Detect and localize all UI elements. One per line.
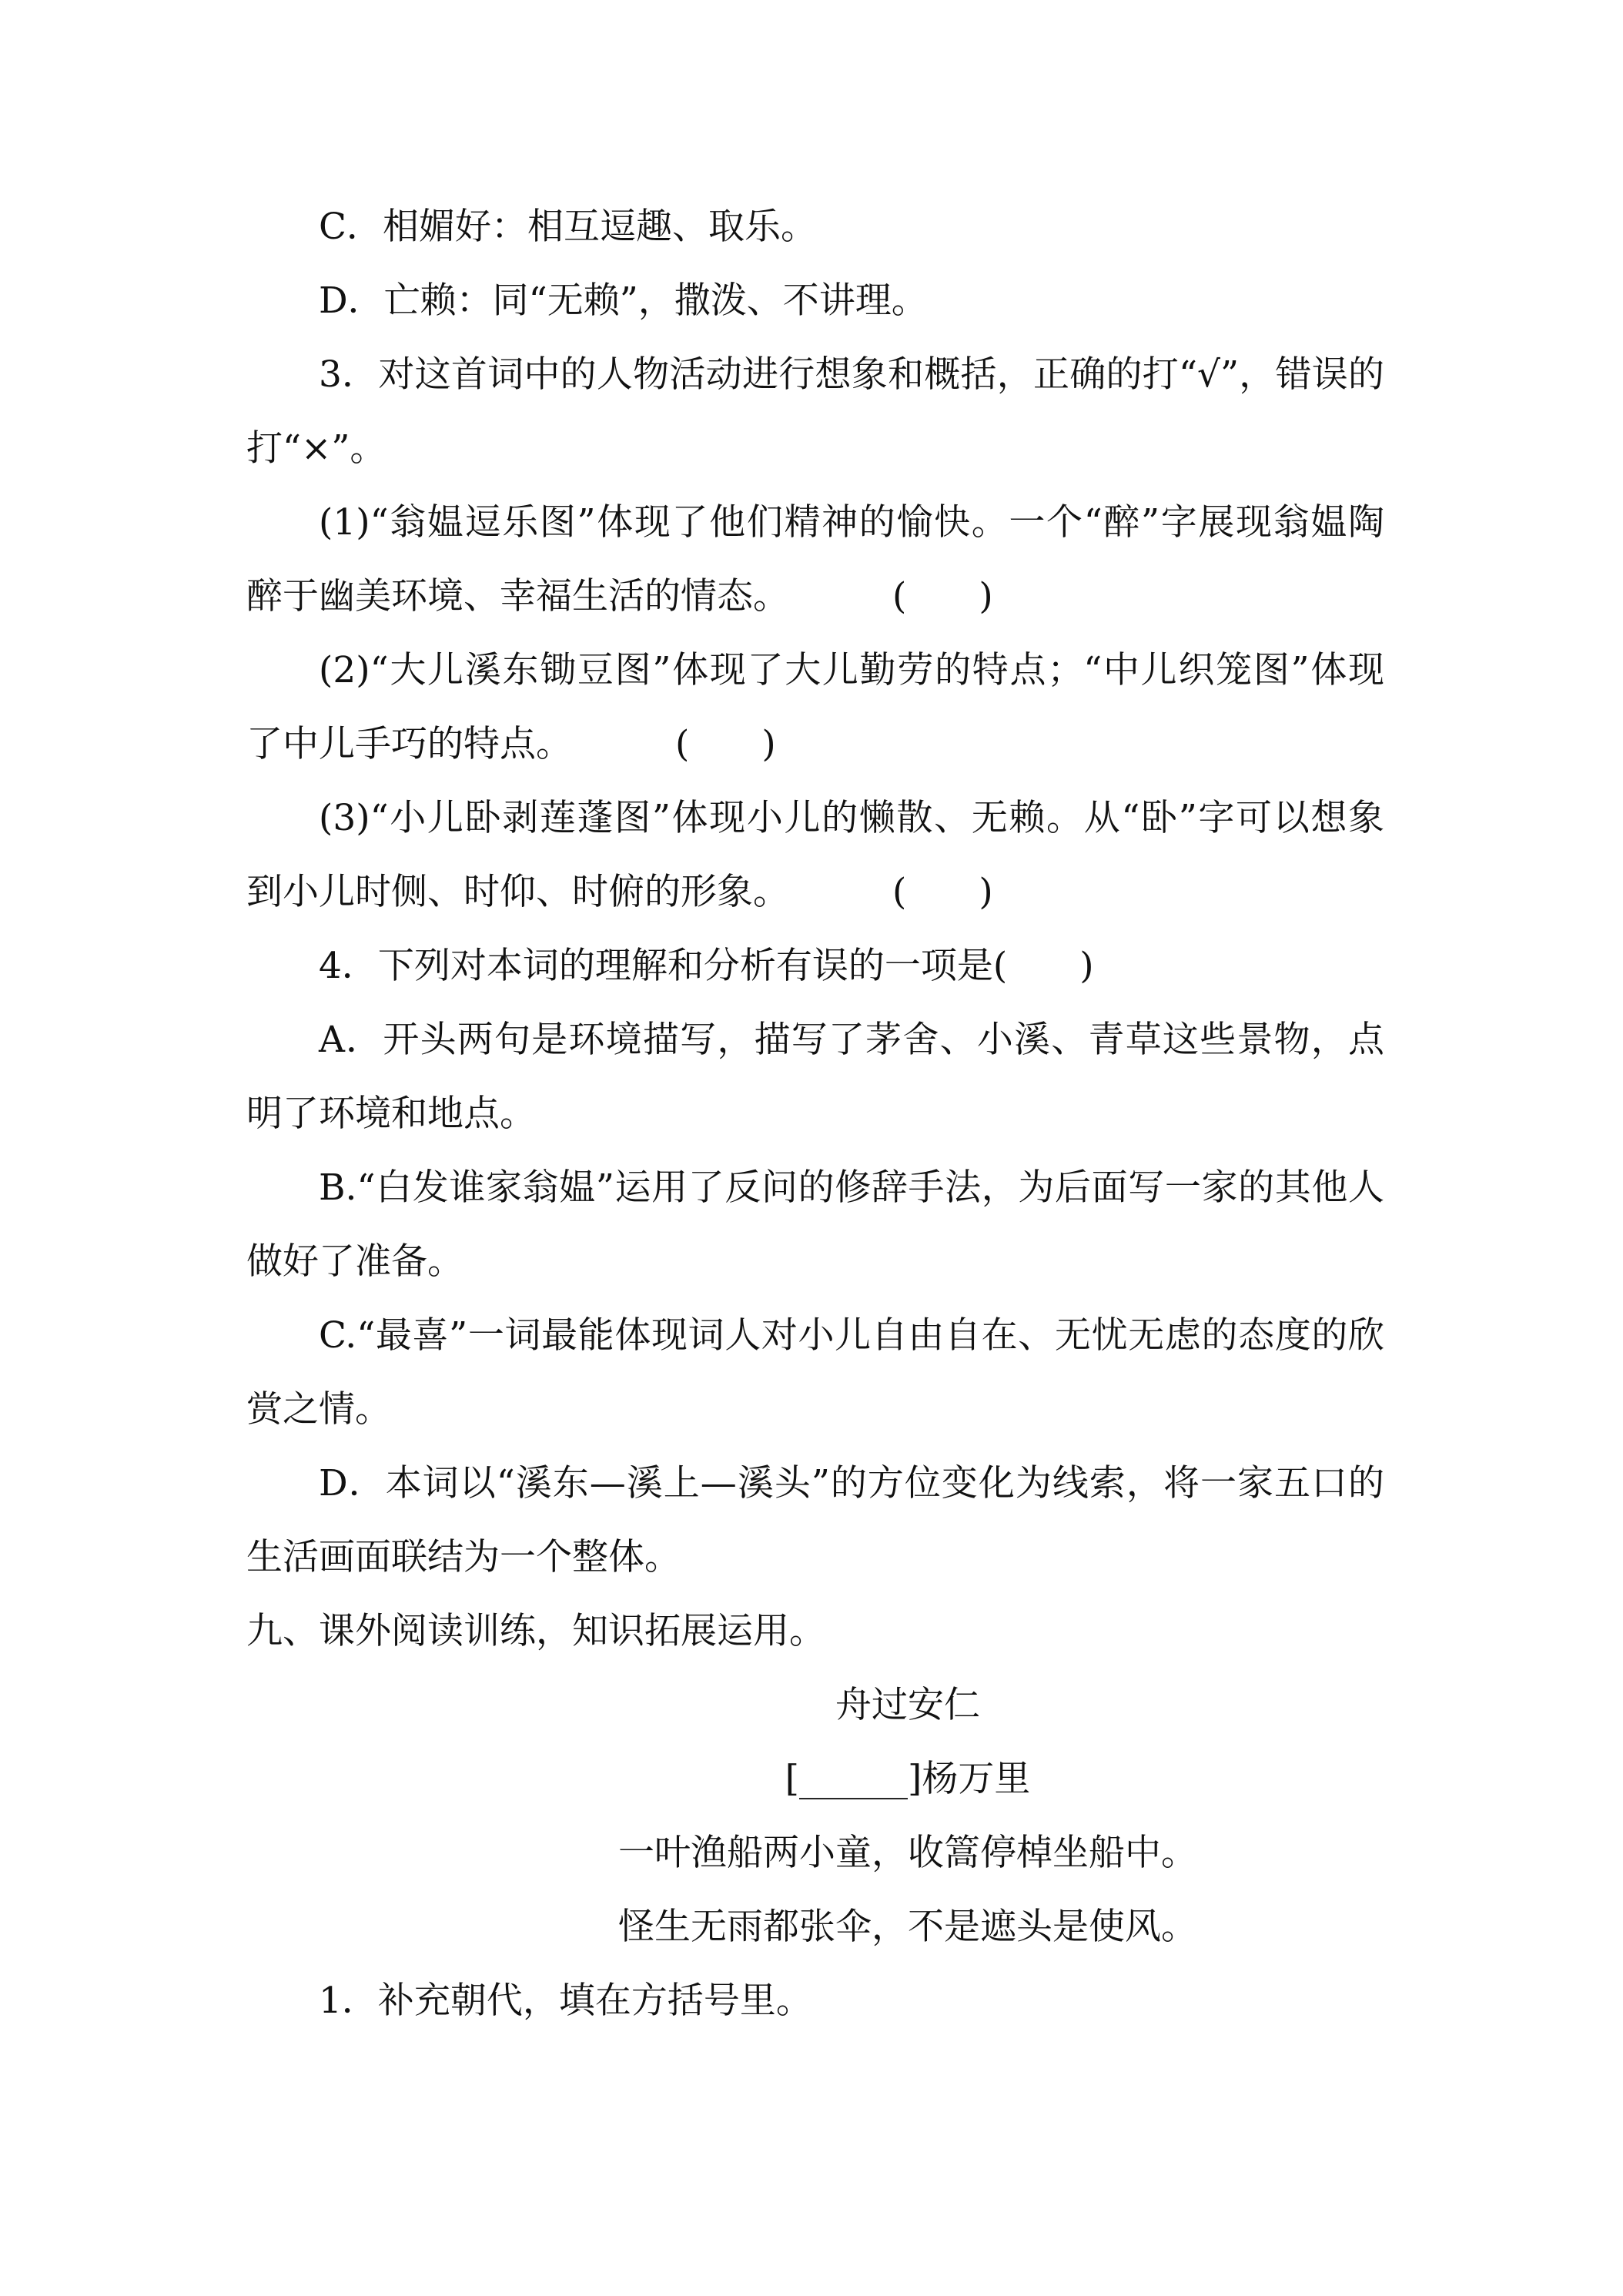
poem-line-2: 怪生无雨都张伞，不是遮头是使风。 <box>618 1906 1197 1948</box>
q3-item-3-text: (3)“小儿卧剥莲蓬图”体现小儿的懒散、无赖。从“卧”字可以想象到小儿时侧、时仰、时俯的形象。 <box>246 797 1384 913</box>
q4-stem: 4．下列对本词的理解和分析有误的一项是( ) <box>319 945 1094 987</box>
poem-author: [______]杨万里 <box>785 1758 1031 1800</box>
q2-option-c: C．相媚好：相互逗趣、取乐。 <box>319 206 817 248</box>
q3-item-3 <box>246 782 1384 929</box>
q2-option-d: D．亡赖：同“无赖”，撒泼、不讲理。 <box>319 279 928 322</box>
page-content <box>246 190 1384 2038</box>
poem-line-1: 一叶渔船两小童，收篙停棹坐船中。 <box>618 1832 1197 1874</box>
q3-item-3-answer-paren: ( ) <box>892 871 993 913</box>
q3-item-2 <box>246 634 1384 782</box>
q4-option-c: C.“最喜”一词最能体现词人对小儿自由自在、无忧无虑的态度的欣赏之情。 <box>246 1314 1384 1431</box>
poem-title: 舟过安仁 <box>835 1684 980 1726</box>
q3-item-1-answer-paren: ( ) <box>892 575 993 618</box>
q3-item-1 <box>246 486 1384 634</box>
q4-option-b: B.“白发谁家翁媪”运用了反问的修辞手法，为后面写一家的其他人做好了准备。 <box>246 1166 1384 1283</box>
section-9-heading: 九、课外阅读训练，知识拓展运用。 <box>246 1610 825 1652</box>
q3-item-1-text: (1)“翁媪逗乐图”体现了他们精神的愉快。一个“醉”字展现翁媪陶醉于幽美环境、幸福生活的情态。 <box>246 501 1384 618</box>
q3-stem: 3．对这首词中的人物活动进行想象和概括，正确的打“√”，错误的打“×”。 <box>246 353 1384 470</box>
q4-option-d: D．本词以“溪东—溪上—溪头”的方位变化为线索，将一家五口的生活画面联结为一个整体。 <box>246 1462 1384 1578</box>
q4-option-a: A．开头两句是环境描写，描写了茅舍、小溪、青草这些景物，点明了环境和地点。 <box>246 1019 1384 1135</box>
q3-item-2-text: (2)“大儿溪东锄豆图”体现了大儿勤劳的特点；“中儿织笼图”体现了中儿手巧的特点。 <box>246 649 1384 765</box>
q3-item-2-answer-paren: ( ) <box>675 723 776 765</box>
poem-block <box>246 1668 1384 1964</box>
section-9-question-1: 1．补充朝代，填在方括号里。 <box>319 1980 812 2022</box>
